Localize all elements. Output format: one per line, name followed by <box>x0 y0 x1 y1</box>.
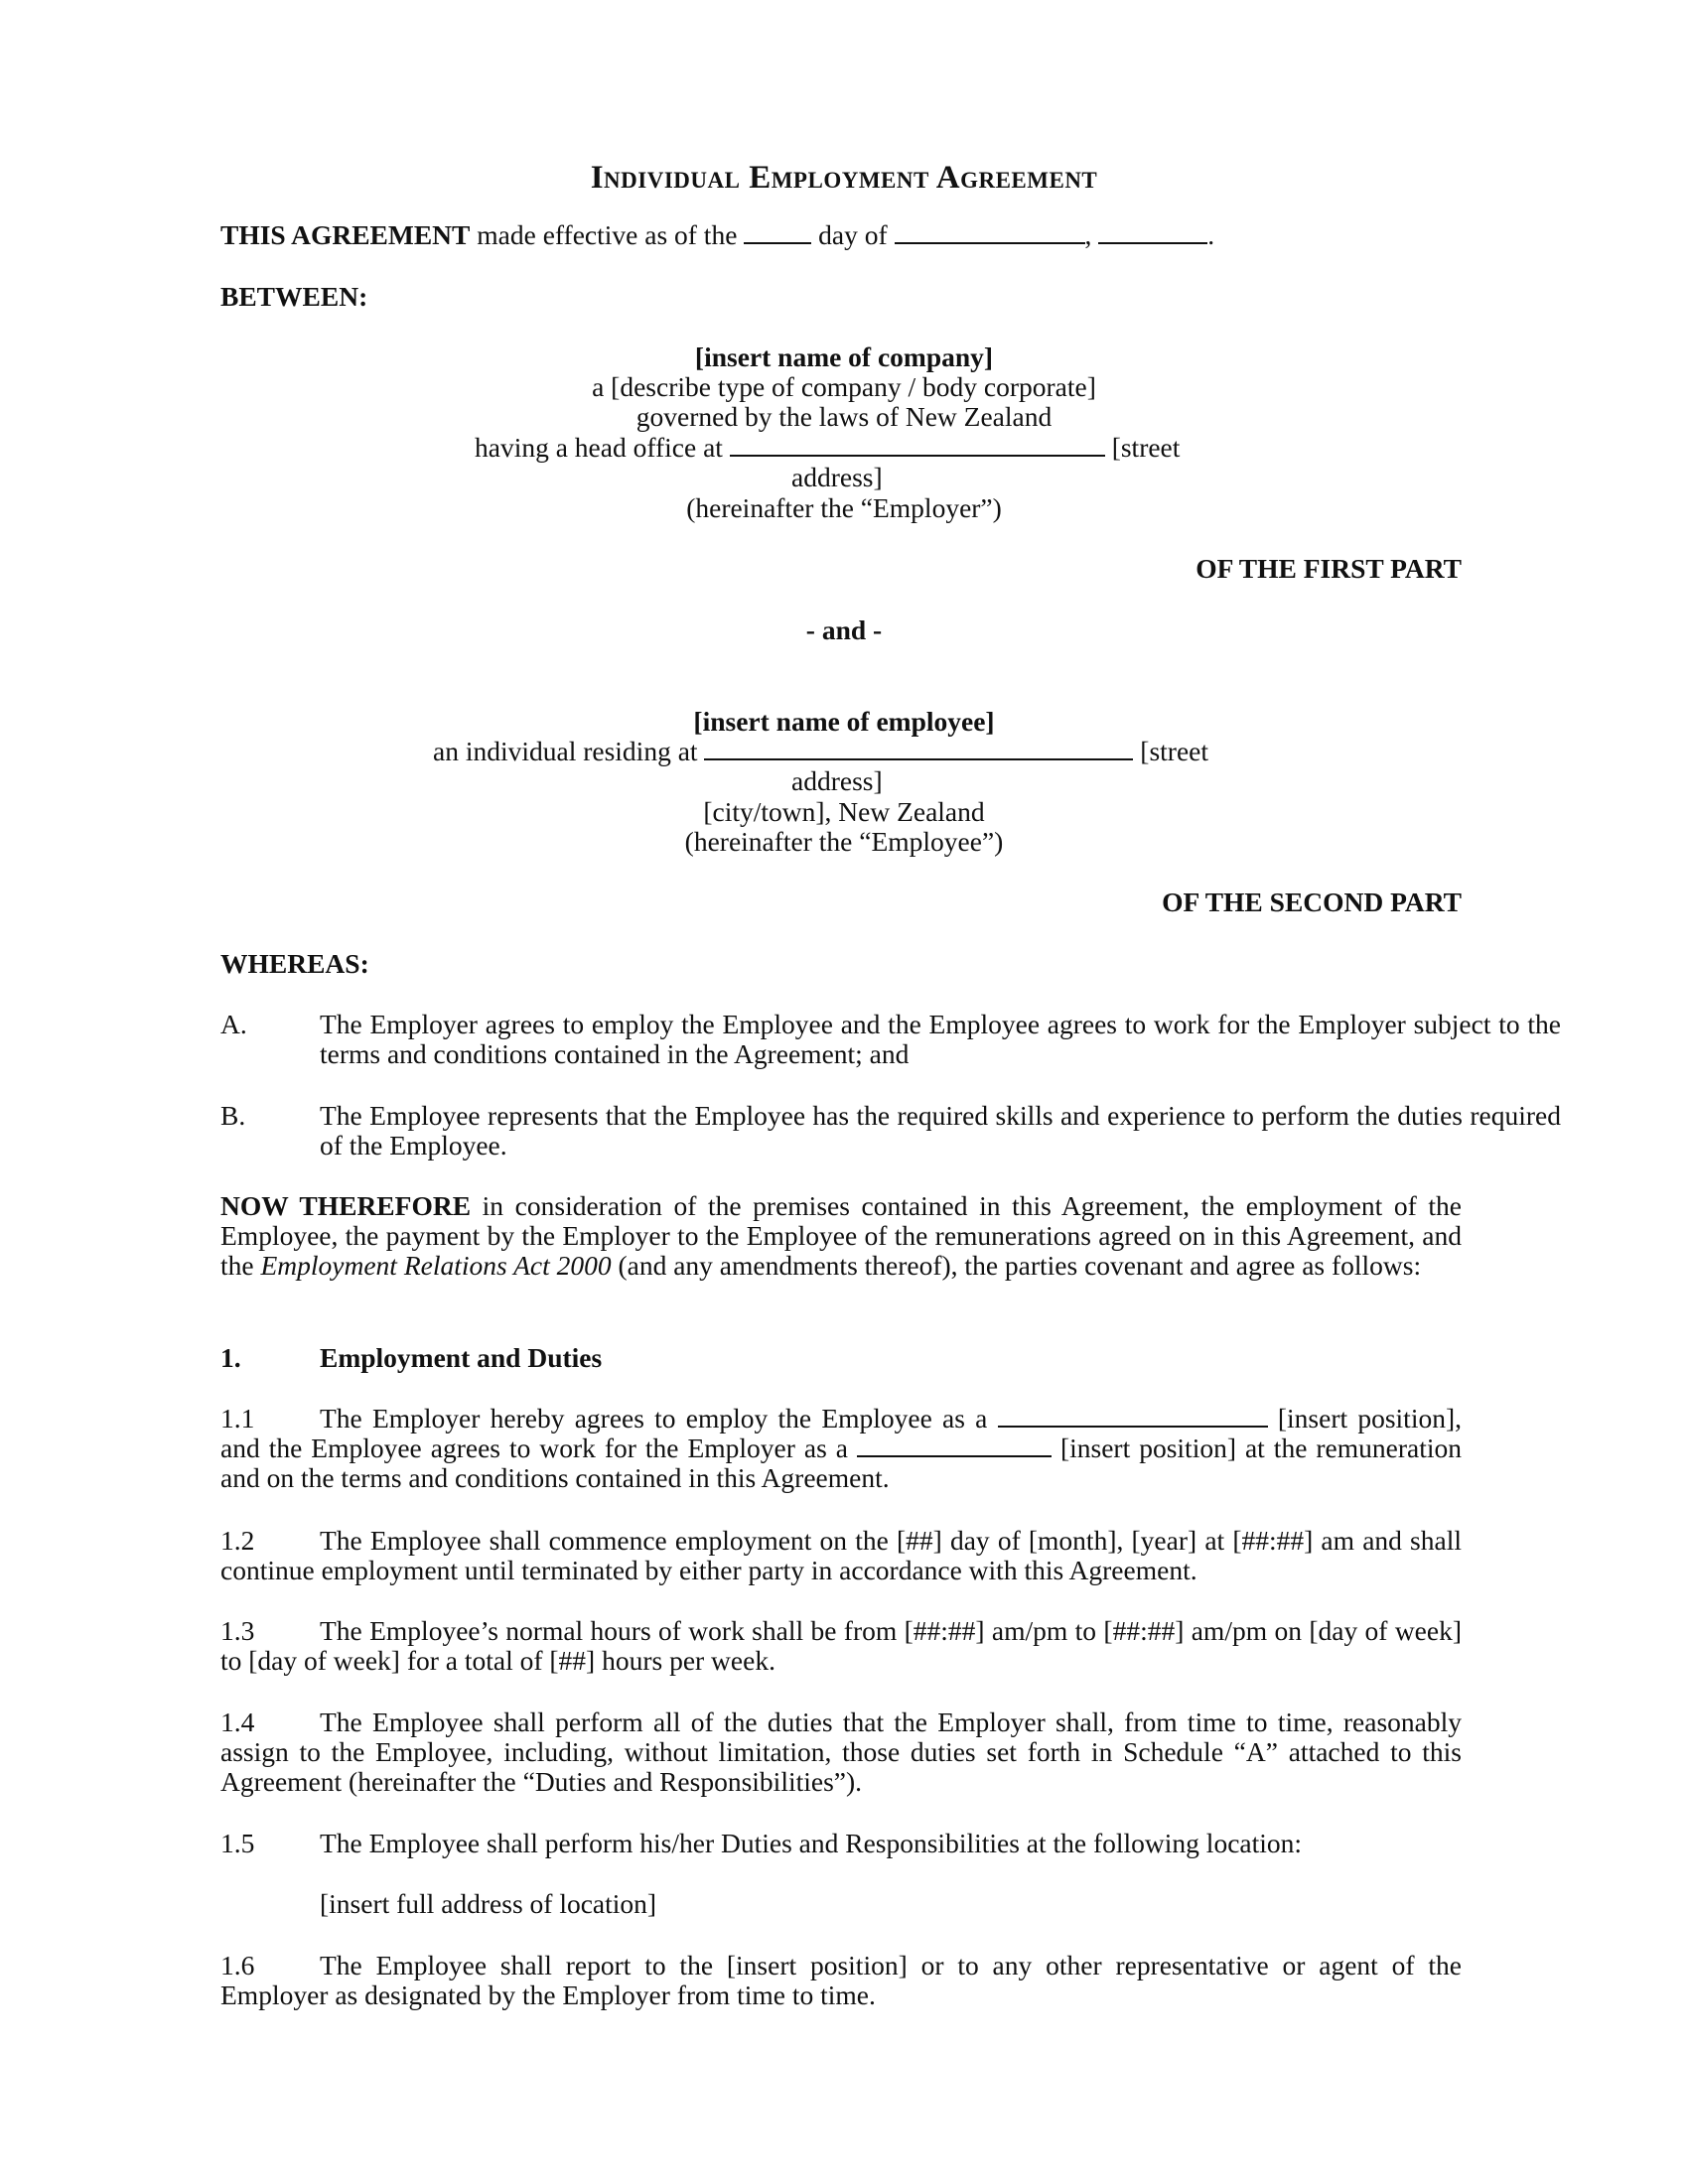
clause-text: The Employee shall report to the [insert position] or to any other representative or agent of the Employer as designated by the Employer from time to time. <box>220 1950 1462 2010</box>
clause-1-5 <box>220 1829 1462 1858</box>
clause-number: 1.1 <box>220 1403 255 1433</box>
employer-governed: governed by the laws of New Zealand <box>635 401 1053 432</box>
second-part-label: OF THE SECOND PART <box>1162 887 1462 917</box>
clause-text-a: The Employer hereby agrees to employ the Employee as a <box>320 1403 988 1433</box>
now-therefore-paragraph <box>220 1191 1462 1281</box>
intro-lead: THIS AGREEMENT <box>220 219 471 250</box>
recital-letter: A. <box>220 1009 247 1039</box>
year-blank[interactable] <box>1098 220 1207 244</box>
employer-address-label: address] <box>791 462 883 492</box>
position-blank-1[interactable] <box>998 1404 1268 1428</box>
now-therefore-text-a: in consideration of the premises contained in this Agreement, the employment of the Employee, the payment by the Employer to the Employee of the remunerations agreed on in this Agreement, and the <box>220 1190 1462 1281</box>
employer-hereinafter: (hereinafter the “Employer”) <box>686 492 1002 523</box>
position-blank-2[interactable] <box>857 1433 1052 1457</box>
residing-label: an individual residing at <box>433 736 698 766</box>
between-label: BETWEEN: <box>220 281 368 312</box>
head-office-label: having a head office at <box>475 432 723 463</box>
intro-comma: , <box>1084 219 1092 250</box>
employee-hereinafter: (hereinafter the “Employee”) <box>684 826 1004 857</box>
section-number: 1. <box>220 1342 241 1373</box>
clause-1-6 <box>220 1951 1462 2010</box>
employee-city: [city/town], New Zealand <box>703 796 985 827</box>
clause-text-c: [insert position] at the remuneration and on the terms and conditions contained in this Agreement. <box>220 1433 1462 1493</box>
document-title: Individual Employment Agreement <box>590 160 1098 196</box>
clause-text: The Employee shall perform all of the duties that the Employer shall, from time to time, reasonably assign to the Employee, including, without limitation, those duties set forth in Schedule “A” attached to this Agreement (hereinafter the “Duties and Responsibilities”). <box>220 1706 1462 1797</box>
clause-number: 1.4 <box>220 1706 255 1737</box>
residing-blank[interactable] <box>704 737 1133 760</box>
clause-1-4 <box>220 1707 1462 1797</box>
recital-b <box>220 1101 1561 1160</box>
now-therefore-lead: NOW THEREFORE <box>220 1190 472 1221</box>
intro-period: . <box>1207 219 1215 250</box>
recital-text: The Employee represents that the Employee has the required skills and experience to perform the duties required of the Employee. <box>320 1100 1561 1160</box>
clause-number: 1.2 <box>220 1525 255 1556</box>
day-blank[interactable] <box>744 220 811 244</box>
employer-name: [insert name of company] <box>694 341 994 372</box>
agreement-intro <box>220 220 1462 250</box>
clause-number: 1.6 <box>220 1950 255 1980</box>
whereas-label: WHEREAS: <box>220 948 369 979</box>
employee-name: [insert name of employee] <box>693 706 995 737</box>
intro-day-of: day of <box>818 219 888 250</box>
recital-letter: B. <box>220 1100 246 1131</box>
and-separator: - and - <box>805 614 883 645</box>
employee-address-label: address] <box>791 765 883 796</box>
clause-1-3 <box>220 1616 1462 1676</box>
now-therefore-text-b: (and any amendments thereof), the parties covenant and agree as follows: <box>618 1250 1422 1281</box>
clause-1-1 <box>220 1404 1462 1493</box>
month-blank[interactable] <box>895 220 1085 244</box>
head-office-street: [street <box>1111 432 1181 463</box>
recital-text: The Employer agrees to employ the Employee and the Employee agrees to work for the Employer subject to the terms and conditions contained in the Agreement; and <box>320 1009 1561 1069</box>
employee-residing <box>433 737 1307 766</box>
clause-number: 1.5 <box>220 1828 255 1858</box>
head-office-blank[interactable] <box>730 433 1105 457</box>
recital-a <box>220 1010 1561 1069</box>
act-name: Employment Relations Act 2000 <box>260 1250 612 1281</box>
intro-made: made effective as of the <box>477 219 738 250</box>
employer-type: a [describe type of company / body corporate] <box>592 371 1096 402</box>
location-placeholder: [insert full address of location] <box>320 1888 657 1919</box>
clause-text-b: [insert position], and the Employee agrees to work for the Employer as a <box>220 1403 1462 1463</box>
residing-street: [street <box>1140 736 1209 766</box>
section-title: Employment and Duties <box>320 1342 603 1373</box>
section-1-heading <box>220 1343 602 1373</box>
employer-head-office <box>475 433 1229 463</box>
clause-text: The Employee shall commence employment on the [##] day of [month], [year] at [##:##] am and shall continue employment until terminated by either party in accordance with this Agreement. <box>220 1525 1462 1585</box>
clause-text: The Employee’s normal hours of work shall be from [##:##] am/pm to [##:##] am/pm on [day of week] to [day of week] for a total of [##] hours per week. <box>220 1615 1462 1676</box>
clause-1-2 <box>220 1526 1462 1585</box>
clause-text: The Employee shall perform his/her Duties and Responsibilities at the following location: <box>320 1828 1303 1858</box>
clause-number: 1.3 <box>220 1615 255 1646</box>
first-part-label: OF THE FIRST PART <box>1196 553 1462 584</box>
